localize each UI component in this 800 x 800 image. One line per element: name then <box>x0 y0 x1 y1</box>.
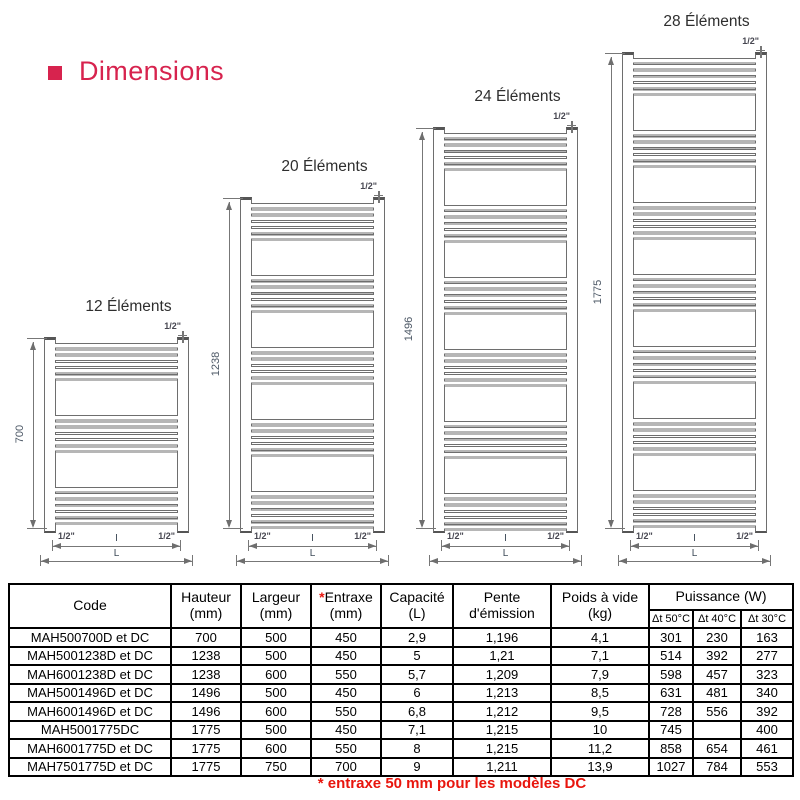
height-dim-ext-bottom <box>27 528 47 529</box>
cell-pente: 1,209 <box>453 665 551 684</box>
outer-width-tick-right <box>192 555 193 566</box>
outer-width-tick-left <box>40 555 41 566</box>
col-header-poids: Poids à vide (kg) <box>551 584 649 628</box>
cell-pente: 1,213 <box>453 684 551 703</box>
height-dim-arrow-up <box>608 57 614 65</box>
inner-width-arrow-left <box>442 543 450 549</box>
inner-width-label: I <box>115 533 118 544</box>
cell-dt40: 230 <box>693 628 741 647</box>
outer-width-arrow-left <box>430 558 438 564</box>
height-dim-ext-bottom <box>223 528 243 529</box>
table-footnote: * entraxe 50 mm pour les modèles DC <box>317 775 587 792</box>
top-connection-tick <box>378 191 380 203</box>
inner-width-label: I <box>311 533 314 544</box>
height-dim-line <box>611 57 612 526</box>
inner-width-arrow-left <box>249 543 257 549</box>
outer-width-dim-line <box>430 561 581 562</box>
table-row <box>9 739 793 758</box>
outer-width-label: L <box>309 548 316 559</box>
col-header-pente: Pente d'émission <box>453 584 551 628</box>
inner-width-arrow-right <box>368 543 376 549</box>
inner-width-tick-left <box>248 540 249 551</box>
cell-capacite: 6,8 <box>381 702 453 721</box>
top-connection-tick-cross <box>756 50 765 51</box>
outer-width-dim-line <box>41 561 192 562</box>
height-dim-ext-top <box>605 53 625 54</box>
radiator-rung-group <box>633 274 756 312</box>
cell-capacite: 8 <box>381 739 453 758</box>
radiator-rung-group <box>444 349 567 387</box>
radiator-title: 20 Éléments <box>281 158 368 175</box>
inner-width-label: I <box>504 533 507 544</box>
height-dim-ext-bottom <box>605 528 625 529</box>
cell-dt50: 858 <box>649 739 693 758</box>
cell-capacite: 6 <box>381 684 453 703</box>
top-connection-tick-cross <box>567 125 576 126</box>
cell-dt50: 745 <box>649 721 693 740</box>
radiator-title: 12 Éléments <box>85 298 172 315</box>
radiator-rung-group <box>633 58 756 96</box>
cell-largeur: 600 <box>241 665 311 684</box>
radiator-right-tube <box>177 337 189 533</box>
inner-width-dim-line <box>631 546 758 547</box>
col-header-largeur: Largeur (mm) <box>241 584 311 628</box>
radiator-rung-group <box>633 202 756 240</box>
inner-width-tick-right <box>180 540 181 551</box>
cell-pente: 1,21 <box>453 647 551 666</box>
inner-width-tick-left <box>630 540 631 551</box>
table-row <box>9 684 793 703</box>
cell-dt40: 481 <box>693 684 741 703</box>
outer-width-arrow-right <box>573 558 581 564</box>
table-row <box>9 647 793 666</box>
radiator-right-tube <box>566 127 578 533</box>
table-row <box>9 628 793 647</box>
cell-dt30: 323 <box>741 665 793 684</box>
radiator-rung-group <box>55 487 178 525</box>
table-row <box>9 665 793 684</box>
inner-width-dim-line <box>442 546 569 547</box>
cell-code: MAH7501775D et DC <box>9 758 171 777</box>
radiator-title: 24 Éléments <box>474 88 561 105</box>
cell-dt50: 631 <box>649 684 693 703</box>
inner-width-tick-right <box>569 540 570 551</box>
cell-largeur: 500 <box>241 684 311 703</box>
cell-entraxe: 700 <box>311 758 381 777</box>
radiator-rung-group <box>633 130 756 168</box>
cell-poids: 10 <box>551 721 649 740</box>
col-header-code: Code <box>9 584 171 628</box>
inner-width-tick-right <box>758 540 759 551</box>
cell-largeur: 500 <box>241 628 311 647</box>
cell-dt30: 392 <box>741 702 793 721</box>
cell-dt30: 277 <box>741 647 793 666</box>
cell-dt40 <box>693 721 741 740</box>
height-dim-label: 1775 <box>592 279 604 304</box>
top-connection-label: 1/2" <box>360 181 377 191</box>
outer-width-tick-left <box>618 555 619 566</box>
bottom-right-connection-label: 1/2" <box>354 531 371 541</box>
radiator-rung-group <box>251 275 374 313</box>
cell-dt30: 400 <box>741 721 793 740</box>
cell-dt30: 553 <box>741 758 793 777</box>
cell-capacite: 5 <box>381 647 453 666</box>
outer-width-arrow-right <box>184 558 192 564</box>
cell-dt50: 598 <box>649 665 693 684</box>
radiator-left-tube <box>433 127 445 533</box>
bottom-left-connection-label: 1/2" <box>447 531 464 541</box>
col-header-dt40: Δt 40°C <box>693 610 741 628</box>
cell-code: MAH6001238D et DC <box>9 665 171 684</box>
outer-width-tick-right <box>581 555 582 566</box>
cell-entraxe: 450 <box>311 647 381 666</box>
cell-code: MAH6001775D et DC <box>9 739 171 758</box>
cell-dt50: 728 <box>649 702 693 721</box>
table-row <box>9 721 793 740</box>
inner-width-arrow-right <box>561 543 569 549</box>
top-connection-label: 1/2" <box>164 321 181 331</box>
inner-width-tick-left <box>52 540 53 551</box>
height-dim-line <box>229 202 230 526</box>
height-dim-arrow-up <box>226 202 232 210</box>
inner-width-dim-line <box>53 546 180 547</box>
inner-width-dim-line <box>249 546 376 547</box>
inner-width-label: I <box>693 533 696 544</box>
cell-poids: 9,5 <box>551 702 649 721</box>
cell-dt40: 784 <box>693 758 741 777</box>
cell-poids: 13,9 <box>551 758 649 777</box>
radiator-rung-group <box>251 419 374 457</box>
outer-width-label: L <box>502 548 509 559</box>
bottom-left-connection-label: 1/2" <box>58 531 75 541</box>
top-connection-label: 1/2" <box>553 111 570 121</box>
height-dim-arrow-up <box>30 342 36 350</box>
outer-width-arrow-left <box>41 558 49 564</box>
table-row <box>9 702 793 721</box>
radiator-rung-group <box>444 277 567 315</box>
cell-largeur: 600 <box>241 739 311 758</box>
bottom-left-connection-label: 1/2" <box>636 531 653 541</box>
cell-hauteur: 1775 <box>171 739 241 758</box>
cell-pente: 1,215 <box>453 739 551 758</box>
height-dim-arrow-down <box>226 520 232 528</box>
height-dim-line <box>33 342 34 526</box>
outer-width-tick-right <box>770 555 771 566</box>
inner-width-arrow-right <box>172 543 180 549</box>
cell-capacite: 7,1 <box>381 721 453 740</box>
cell-capacite: 9 <box>381 758 453 777</box>
bottom-right-connection-label: 1/2" <box>547 531 564 541</box>
top-connection-label: 1/2" <box>742 36 759 46</box>
cell-dt30: 461 <box>741 739 793 758</box>
height-dim-ext-top <box>223 198 243 199</box>
cell-poids: 8,5 <box>551 684 649 703</box>
outer-width-dim-line <box>619 561 770 562</box>
cell-code: MAH5001496D et DC <box>9 684 171 703</box>
col-header-entraxe: *Entraxe (mm) <box>311 584 381 628</box>
cell-code: MAH6001496D et DC <box>9 702 171 721</box>
top-connection-tick <box>182 331 184 343</box>
radiator-rung-group <box>251 203 374 241</box>
outer-width-arrow-left <box>619 558 627 564</box>
outer-width-tick-left <box>236 555 237 566</box>
height-dim-label: 1496 <box>403 316 415 342</box>
cell-poids: 11,2 <box>551 739 649 758</box>
radiator-rung-group <box>251 347 374 385</box>
cell-code: MAH500700D et DC <box>9 628 171 647</box>
cell-hauteur: 700 <box>171 628 241 647</box>
height-dim-ext-top <box>27 338 47 339</box>
cell-pente: 1,215 <box>453 721 551 740</box>
inner-width-tick-right <box>376 540 377 551</box>
entraxe-asterisk: * <box>319 589 325 606</box>
radiator-right-tube <box>373 197 385 533</box>
cell-dt40: 457 <box>693 665 741 684</box>
radiator-rung-group <box>444 493 567 531</box>
top-connection-tick <box>571 121 573 133</box>
radiator-rung-group <box>444 133 567 171</box>
top-connection-tick-cross <box>374 195 383 196</box>
outer-width-arrow-right <box>762 558 770 564</box>
outer-width-tick-left <box>429 555 430 566</box>
radiator-rung-group <box>55 343 178 381</box>
radiator-rung-group <box>633 490 756 528</box>
cell-hauteur: 1238 <box>171 647 241 666</box>
col-header-hauteur: Hauteur (mm) <box>171 584 241 628</box>
page-title: Dimensions <box>79 56 225 86</box>
outer-width-label: L <box>113 548 120 559</box>
top-connection-tick-cross <box>178 335 187 336</box>
cell-poids: 4,1 <box>551 628 649 647</box>
cell-entraxe: 550 <box>311 665 381 684</box>
height-dim-label: 700 <box>14 424 26 444</box>
height-dim-line <box>422 132 423 526</box>
cell-dt40: 654 <box>693 739 741 758</box>
cell-dt50: 301 <box>649 628 693 647</box>
radiator-rung-group <box>633 418 756 456</box>
height-dim-ext-bottom <box>416 528 436 529</box>
radiator-right-tube <box>755 52 767 533</box>
height-dim-arrow-up <box>419 132 425 140</box>
col-header-capacite: Capacité (L) <box>381 584 453 628</box>
cell-pente: 1,196 <box>453 628 551 647</box>
radiator-rung-group <box>55 415 178 453</box>
table-row <box>9 758 793 777</box>
cell-largeur: 600 <box>241 702 311 721</box>
cell-largeur: 500 <box>241 721 311 740</box>
cell-dt30: 340 <box>741 684 793 703</box>
top-connection-tick <box>760 46 762 58</box>
cell-hauteur: 1775 <box>171 758 241 777</box>
radiator-rung-group <box>633 346 756 384</box>
cell-dt40: 556 <box>693 702 741 721</box>
bottom-right-connection-label: 1/2" <box>736 531 753 541</box>
cell-hauteur: 1775 <box>171 721 241 740</box>
radiator-title: 28 Éléments <box>663 13 750 30</box>
cell-entraxe: 450 <box>311 628 381 647</box>
height-dim-arrow-down <box>30 520 36 528</box>
height-dim-label: 1238 <box>210 351 222 377</box>
cell-pente: 1,211 <box>453 758 551 777</box>
cell-entraxe: 450 <box>311 684 381 703</box>
cell-dt50: 514 <box>649 647 693 666</box>
cell-capacite: 2,9 <box>381 628 453 647</box>
inner-width-arrow-left <box>631 543 639 549</box>
cell-pente: 1,212 <box>453 702 551 721</box>
cell-hauteur: 1496 <box>171 684 241 703</box>
cell-entraxe: 550 <box>311 702 381 721</box>
cell-entraxe: 550 <box>311 739 381 758</box>
cell-poids: 7,1 <box>551 647 649 666</box>
outer-width-tick-right <box>388 555 389 566</box>
col-header-dt50: Δt 50°C <box>649 610 693 628</box>
cell-largeur: 500 <box>241 647 311 666</box>
cell-hauteur: 1496 <box>171 702 241 721</box>
cell-entraxe: 450 <box>311 721 381 740</box>
cell-dt40: 392 <box>693 647 741 666</box>
bottom-right-connection-label: 1/2" <box>158 531 175 541</box>
col-header-puissance: Puissance (W) <box>649 584 793 610</box>
outer-width-dim-line <box>237 561 388 562</box>
height-dim-arrow-down <box>608 520 614 528</box>
cell-largeur: 750 <box>241 758 311 777</box>
cell-hauteur: 1238 <box>171 665 241 684</box>
cell-code: MAH5001775DC <box>9 721 171 740</box>
outer-width-arrow-left <box>237 558 245 564</box>
outer-width-label: L <box>691 548 698 559</box>
outer-width-arrow-right <box>380 558 388 564</box>
cell-code: MAH5001238D et DC <box>9 647 171 666</box>
height-dim-arrow-down <box>419 520 425 528</box>
spec-table <box>8 583 794 777</box>
bottom-left-connection-label: 1/2" <box>254 531 271 541</box>
col-header-dt30: Δt 30°C <box>741 610 793 628</box>
inner-width-arrow-right <box>750 543 758 549</box>
height-dim-ext-top <box>416 128 436 129</box>
cell-dt50: 1027 <box>649 758 693 777</box>
radiator-rung-group <box>444 205 567 243</box>
radiator-rung-group <box>444 421 567 459</box>
radiator-rung-group <box>251 491 374 529</box>
inner-width-arrow-left <box>53 543 61 549</box>
inner-width-tick-left <box>441 540 442 551</box>
cell-poids: 7,9 <box>551 665 649 684</box>
cell-dt30: 163 <box>741 628 793 647</box>
cell-capacite: 5,7 <box>381 665 453 684</box>
